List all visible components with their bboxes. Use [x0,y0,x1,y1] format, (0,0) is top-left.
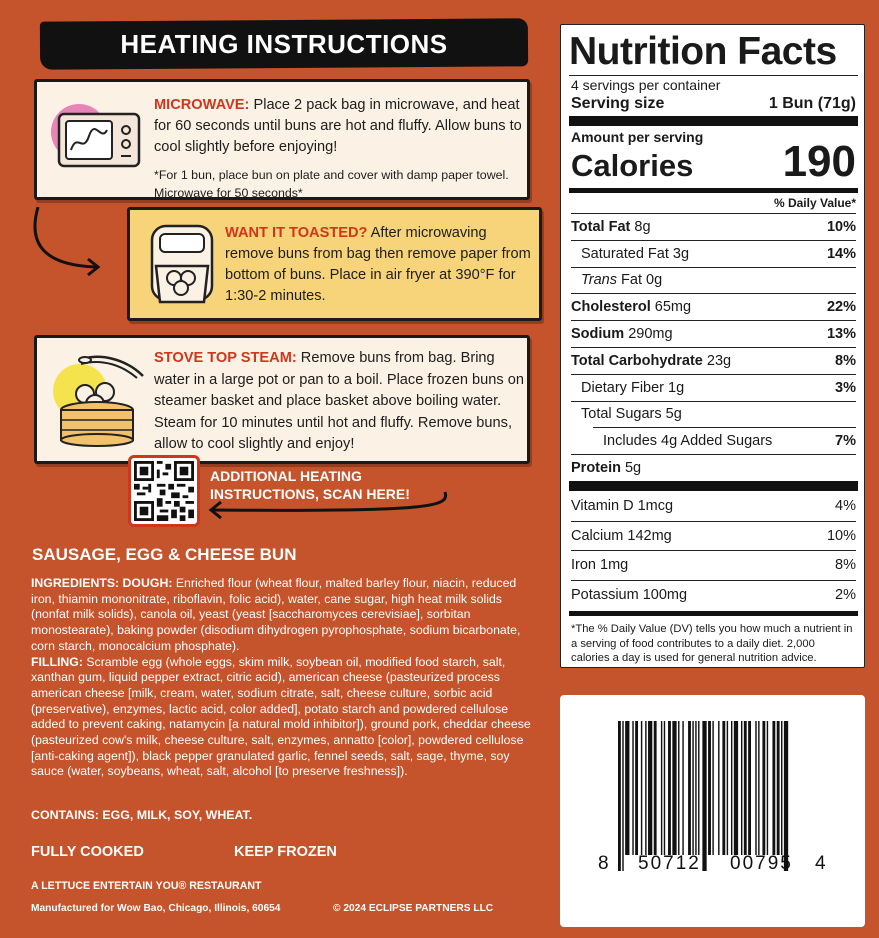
vitamin-row-potassium [571,580,856,610]
nutrient-row-saturated-fat [571,240,856,267]
barcode-bar [777,721,780,855]
stove-text: Remove buns from bag. Bring water in a large pot or pan to a boil. Place frozen buns on steamer basket and place basket above boiling water. Steam for 10 minutes until hot and fluffy. Remove buns, allow to cool slightly and enjoy! [154,350,524,453]
barcode-bar [692,721,693,855]
filling-label: FILLING: [31,654,83,669]
vitamin-label: Vitamin D 1mcg [571,497,674,514]
toasted-text: After microwaving remove buns from bag then remove paper from bottom of buns. Place in air fryer at 390°F for 1:30-2 minutes. [225,225,531,304]
barcode-bars [618,721,828,871]
barcode-bar [708,721,711,855]
calories-label: Calories [571,148,694,183]
barcode-bar [731,721,732,855]
microwave-label: MICROWAVE: [154,97,250,113]
barcode-bar [641,721,642,855]
nutrient-label: Trans [581,272,617,289]
vitamin-row-calcium [571,521,856,551]
vitamin-label: Potassium 100mg [571,587,688,604]
barcode-bar [781,721,782,855]
restaurant-tagline: A LETTUCE ENTERTAIN YOU® RESTAURANT [31,880,262,892]
barcode-bar [664,721,665,855]
barcode-panel [560,695,865,927]
barcode-bar [678,721,679,855]
microwave-card [34,79,530,200]
nutrient-label: Total Sugars [581,406,662,423]
barcode-bar [648,721,652,855]
barcode-bar [672,721,676,855]
vitamin-dv: 10% [826,527,856,544]
barcode-bar [722,721,725,855]
barcode-bar [734,721,738,855]
nutrition-facts-panel [560,24,865,668]
toasted-label: WANT IT TOASTED? [225,225,368,241]
vitamin-row-vitamin-d [571,491,856,521]
nutrient-dv: 14% [826,245,856,262]
barcode-digits-right: 00795 [730,853,793,874]
barcode-bar [668,721,671,855]
nutrient-amount: 290mg [628,326,673,343]
nutrient-row-protein [571,454,856,481]
nutrient-amount: 23g [706,352,732,369]
barcode-bar [645,721,646,855]
barcode-bar [755,721,756,855]
daily-value-footnote: *The % Daily Value (DV) tells you how much a nutrient in a serving of food contributes to a daily diet. 2,000 calories a day is used for general nutrition advice. [571,623,853,665]
keep-frozen-label: KEEP FROZEN [234,844,337,860]
arrow-to-qr-icon [203,490,453,520]
nutrient-amount: 0g [646,272,663,289]
amount-per-serving: Amount per serving [571,129,704,145]
barcode-bar [741,721,742,855]
nutrient-amount: 8g [634,218,651,235]
serving-size-row [571,94,856,114]
nutrient-dv: 7% [835,433,856,450]
barcode-bar [772,721,775,855]
vitamin-dv: 8% [835,557,856,574]
fully-cooked-label: FULLY COOKED [31,844,144,860]
nutrient-label: Cholesterol [571,299,651,316]
daily-value-header: % Daily Value* [773,196,856,210]
qr-code[interactable] [128,455,200,527]
nutrition-facts-title: Nutrition Facts [569,30,837,73]
barcode-bar [682,721,683,855]
nutrient-row-total-sugars [571,401,856,428]
nutrient-label-suffix: Fat [621,272,642,289]
barcode-bar [635,721,638,855]
dough-ingredients: Enriched flour (wheat flour, malted barley flour, niacin, reduced iron, thiamin mononitrate, riboflavin, folic acid), water, cane sugar, high heat milk solids (nonfat milk solids), canola oil, yeast (yeast [saccharomyces cerevisiae], sorbitan monostearate), baking powder (disodium dihydrogen pyrophosphate, sodium bicarbonate, corn starch, monocalcium phosphate). [31,576,521,653]
manufacturer-line: Manufactured for Wow Bao, Chicago, Illinois, 60654 [31,903,281,914]
vitamin-label: Iron 1mg [571,557,629,574]
nutrient-amount: 1g [668,379,685,396]
heating-instructions-title: HEATING INSTRUCTIONS [120,28,448,59]
serving-size-label: Serving size [571,95,665,112]
barcode-bar [744,721,747,855]
nutrient-dv: 13% [826,326,856,343]
nutrient-row-dietary-fiber [571,374,856,401]
nutrient-amount: 5g [624,460,642,477]
barcode-bar [748,721,751,855]
nutrient-row-trans-fat [571,267,856,294]
microwave-instructions [154,95,524,202]
microwave-note: *For 1 bun, place bun on plate and cover with damp paper towel. Microwave for 50 seconds* [154,168,509,200]
nutrient-label: Dietary Fiber [581,379,664,396]
air-fryer-icon [142,222,222,310]
qr-code-icon [134,461,194,521]
ingredients-block [31,576,531,780]
nutrient-label: Saturated Fat [581,245,669,262]
arrow-connector-icon [26,205,106,285]
stove-instructions [154,348,529,456]
nutrient-amount: 65mg [654,299,692,316]
barcode-digit-last: 4 [815,853,826,874]
filling-ingredients: Scramble egg (whole eggs, skim milk, soybean oil, modified food starch, salt, xanthan gum, liquid pepper extract, citric acid), american cheese (pasteurized process american cheese [milk, cream, water, sodium citrate, salt, cheese culture, sorbic acid (preservative), enzymes, lactic acid, color added], potato starch and powdered cellulose added to prevent caking, natamycin [a natural mold inhibitor]), ground pork, cheddar cheese (pasteurized cow's milk, cheese culture, salt, enzymes, annatto [color], powdered cellulose [anti-caking agent]), black pepper granulated garlic, fennel seeds, salt, sage, thyme, soy sauce (water, soybeans, wheat, salt, alcohol [to preserve freshness]). [31,654,531,779]
barcode-bar [695,721,696,855]
stove-card [34,335,530,464]
barcode-bar [688,721,691,855]
nutrient-row-total-carbohydrate [571,347,856,374]
nutrient-label: Total Carbohydrate [571,352,703,369]
barcode-bar [762,721,765,855]
nutrient-dv: 3% [835,379,856,396]
calories-value: 190 [782,137,856,186]
product-title: SAUSAGE, EGG & CHEESE BUN [32,545,297,564]
allergens-contains: CONTAINS: EGG, MILK, SOY, WHEAT. [31,808,253,822]
barcode-bar [622,721,623,871]
toasted-card [127,207,542,321]
stove-label: STOVE TOP STEAM: [154,350,297,366]
vitamin-dv: 2% [835,587,856,604]
qr-label-line2: INSTRUCTIONS, SCAN HERE! [210,486,410,502]
barcode-bar [698,721,699,855]
nutrient-dv: 10% [826,218,856,235]
nutrient-row-sodium [571,320,856,347]
barcode-bar [625,721,629,855]
nutrient-amount: 5g [665,406,682,423]
servings-per-container: 4 servings per container [571,77,721,93]
microwave-icon [57,112,141,172]
nutrient-dv: 8% [835,352,856,369]
nutrient-label: Sodium [571,326,625,343]
nutrient-dv: 22% [826,299,856,316]
nutrient-row-total-fat [571,213,856,240]
nutrient-label: Total Fat [571,218,631,235]
microwave-text: Place 2 pack bag in microwave, and heat for 60 seconds until buns are hot and fluffy. Allow buns to cool slightly before enjoying! [154,97,522,155]
nutrient-label: Protein [571,460,621,477]
barcode-bar [654,721,657,855]
serving-size-value: 1 Bun (71g) [768,95,856,112]
vitamin-row-iron [571,550,856,580]
barcode-bar [767,721,768,855]
barcode-bar [661,721,662,855]
barcode-bar [712,721,713,855]
nutrient-row-cholesterol [571,293,856,320]
vitamin-label: Calcium 142mg [571,527,672,544]
nutrient-label: Includes 4g Added Sugars [603,433,773,450]
barcode-bar [784,721,788,871]
barcode-digit-first: 8 [598,853,609,874]
ingredients-label: INGREDIENTS: DOUGH: [31,576,173,590]
barcode-bar [632,721,633,855]
barcode-bar [727,721,728,855]
nutrient-amount: 3g [672,245,690,262]
barcode-bar [618,721,621,871]
nutrient-row-added-sugars [593,427,856,454]
barcode-bar [718,721,719,855]
steamer-basket-icon [51,346,145,454]
barcode-digits-left: 50712 [638,853,701,874]
toasted-instructions [225,223,533,307]
qr-label-line1: ADDITIONAL HEATING [210,468,362,484]
barcode-bar [702,721,706,871]
copyright-line: © 2024 ECLIPSE PARTNERS LLC [333,903,494,914]
vitamin-dv: 4% [835,497,856,514]
barcode-bar [758,721,759,855]
